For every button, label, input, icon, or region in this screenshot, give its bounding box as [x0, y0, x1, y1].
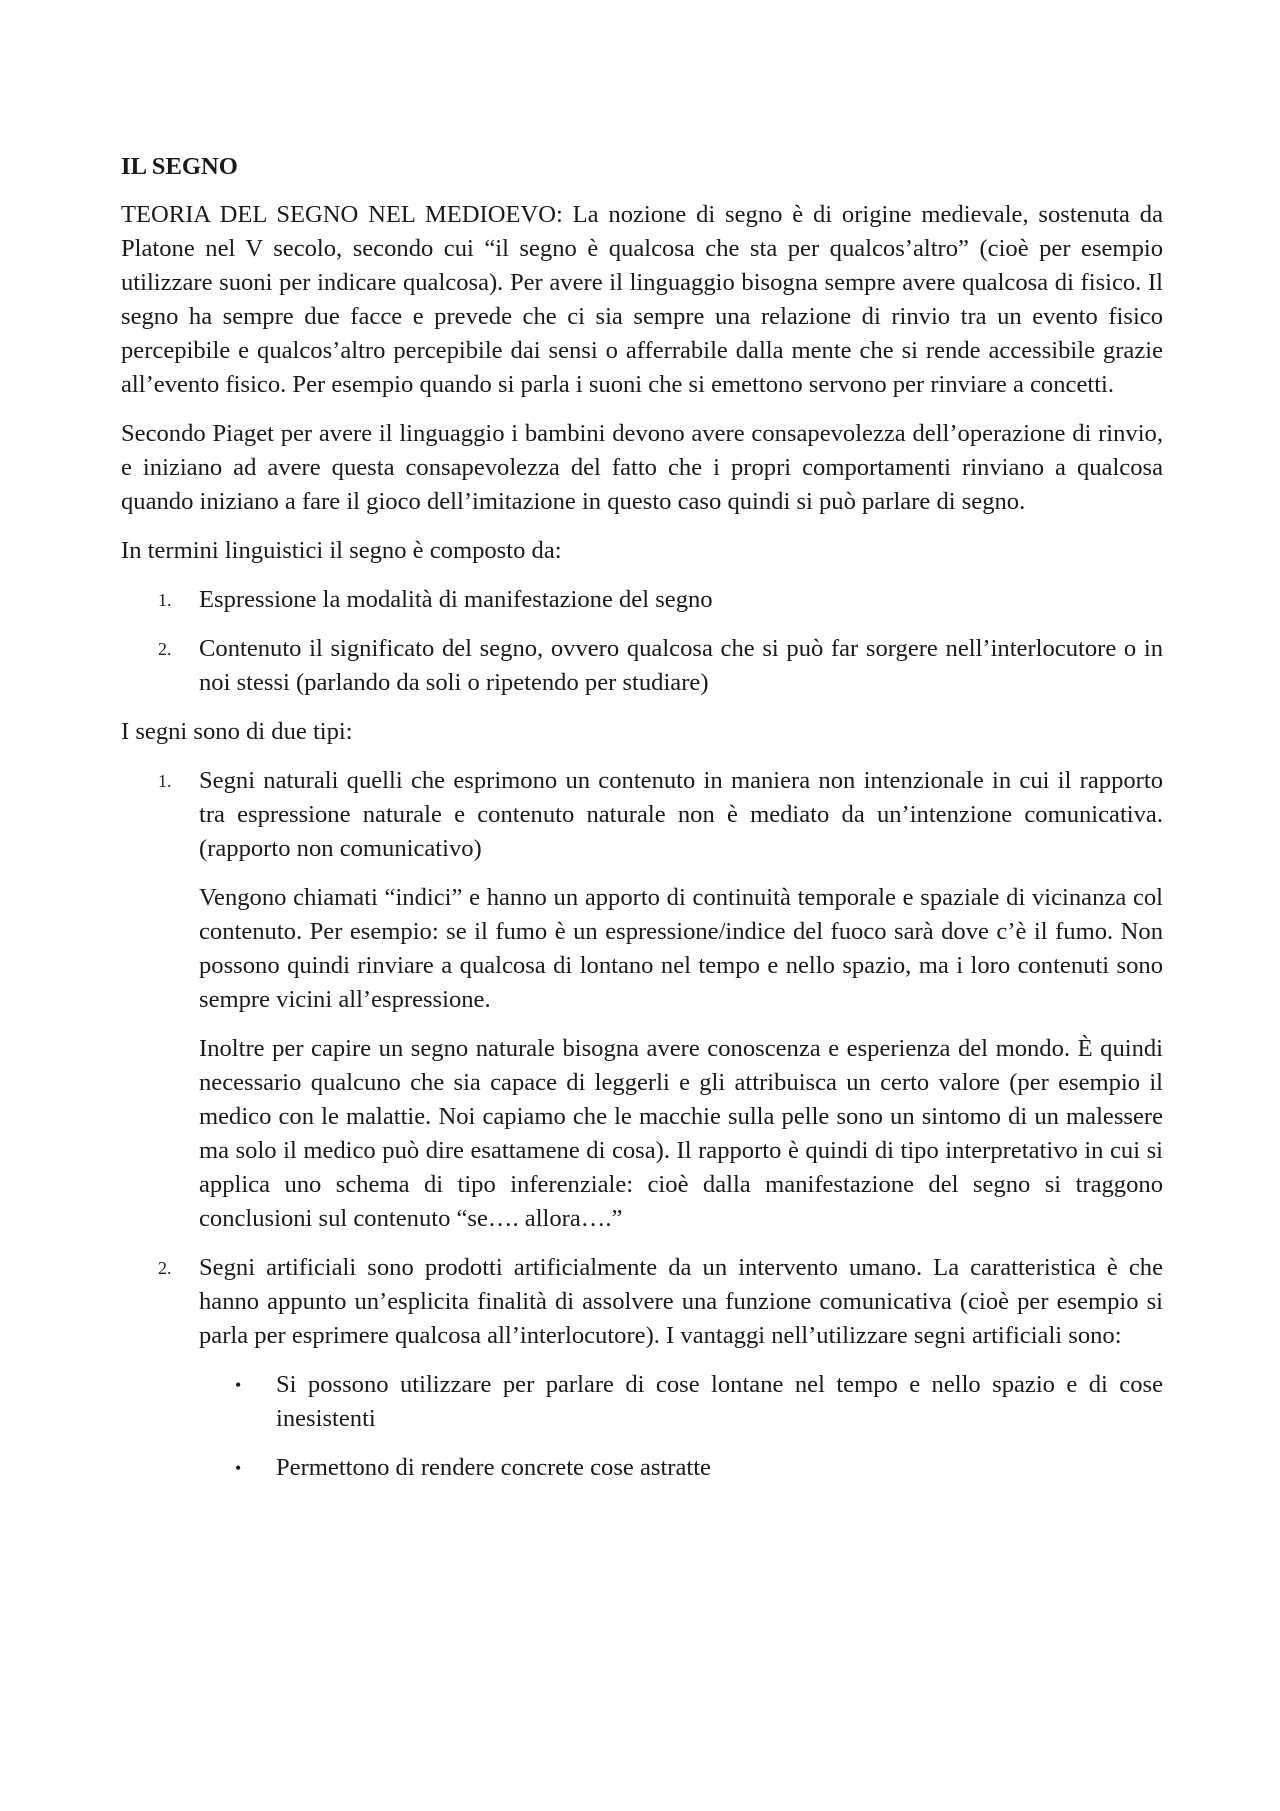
- document-title: IL SEGNO: [121, 153, 238, 180]
- list-tipi-segni: [121, 764, 1163, 1485]
- list-item-text: Segni artificiali sono prodotti artificialmente da un intervento umano. La caratteristica è che hanno appunto un’esplicita finalità di assolvere una funzione comunicativa (cioè per esempio si parla per esprimere qualcosa all’interlocutore). I vantaggi nell’utilizzare segni artificiali sono:: [199, 1254, 1163, 1349]
- list-item-text: Segni naturali quelli che esprimono un contenuto in maniera non intenzionale in cui il rapporto tra espressione naturale e contenuto naturale non è mediato da un’intenzione comunicativa. (rapporto non comunicativo): [199, 767, 1163, 862]
- list-number: 2.: [158, 639, 172, 659]
- document-body: [121, 150, 1163, 1500]
- bullet-text: Permettono di rendere concrete cose astratte: [276, 1454, 711, 1481]
- paragraph-termini-linguistici: In termini linguistici il segno è composto da:: [121, 537, 562, 564]
- bullet-icon: •: [235, 1458, 242, 1478]
- paragraph-teoria-segno: TEORIA DEL SEGNO NEL MEDIOEVO: La nozione di segno è di origine medievale, sostenuta da Platone nel V secolo, secondo cui “il segno è qualcosa che sta per qualcos’altro” (cioè per esempio utilizzare suoni per indicare qualcosa). Per avere il linguaggio bisogna sempre avere qualcosa di fisico. Il segno ha sempre due facce e prevede che ci sia sempre una relazione di rinvio tra un evento fisico percepibile e qualcos’altro percepibile dai sensi o afferrabile dalla mente che si rende accessibile grazie all’evento fisico. Per esempio quando si parla i suoni che si emettono servono per rinviare a concetti.: [121, 201, 1163, 398]
- list-composizione-segno: [121, 583, 1163, 700]
- list-number: 1.: [158, 590, 172, 610]
- list-item-segni-naturali: [121, 764, 1163, 1236]
- bullet-item-cose-astratte: [199, 1451, 1163, 1485]
- list-item-text-interpretazione: Inoltre per capire un segno naturale bisogna avere conoscenza e esperienza del mondo. È quindi necessario qualcuno che sia capace di leggerli e gli attribuisca un certo valore (per esempio il medico con le malattie. Noi capiamo che le macchie sulla pelle sono un sintomo di un malessere ma solo il medico può dire esattamene di cosa). Il rapporto è quindi di tipo interpretativo in cui si applica uno schema di tipo inferenziale: cioè dalla manifestazione del segno si traggono conclusioni sul contenuto “se…. allora….”: [199, 1035, 1163, 1232]
- list-item-text-indici: Vengono chiamati “indici” e hanno un apporto di continuità temporale e spaziale di vicinanza col contenuto. Per esempio: se il fumo è un espressione/indice del fuoco sarà dove c’è il fumo. Non possono quindi rinviare a qualcosa di lontano nel tempo e nello spazio, ma i loro contenuti sono sempre vicini all’espressione.: [199, 884, 1163, 1013]
- bullet-icon: •: [235, 1375, 242, 1395]
- paragraph-tipi-segni: I segni sono di due tipi:: [121, 718, 353, 745]
- list-item-text: Espressione la modalità di manifestazione del segno: [199, 586, 713, 613]
- list-number: 1.: [158, 771, 172, 791]
- bullet-list-vantaggi: [199, 1368, 1163, 1485]
- bullet-item-cose-lontane: [199, 1368, 1163, 1436]
- list-item-text: Contenuto il significato del segno, ovvero qualcosa che si può far sorgere nell’interlocutore o in noi stessi (parlando da soli o ripetendo per studiare): [199, 635, 1163, 696]
- list-item-contenuto: [121, 632, 1163, 700]
- paragraph-piaget: Secondo Piaget per avere il linguaggio i bambini devono avere consapevolezza dell’operazione di rinvio, e iniziano ad avere questa consapevolezza del fatto che i propri comportamenti rinviano a qualcosa quando iniziano a fare il gioco dell’imitazione in questo caso quindi si può parlare di segno.: [121, 420, 1163, 515]
- list-item-segni-artificiali: [121, 1251, 1163, 1485]
- list-number: 2.: [158, 1258, 172, 1278]
- list-item-espressione: [121, 583, 1163, 617]
- bullet-text: Si possono utilizzare per parlare di cose lontane nel tempo e nello spazio e di cose inesistenti: [276, 1371, 1163, 1432]
